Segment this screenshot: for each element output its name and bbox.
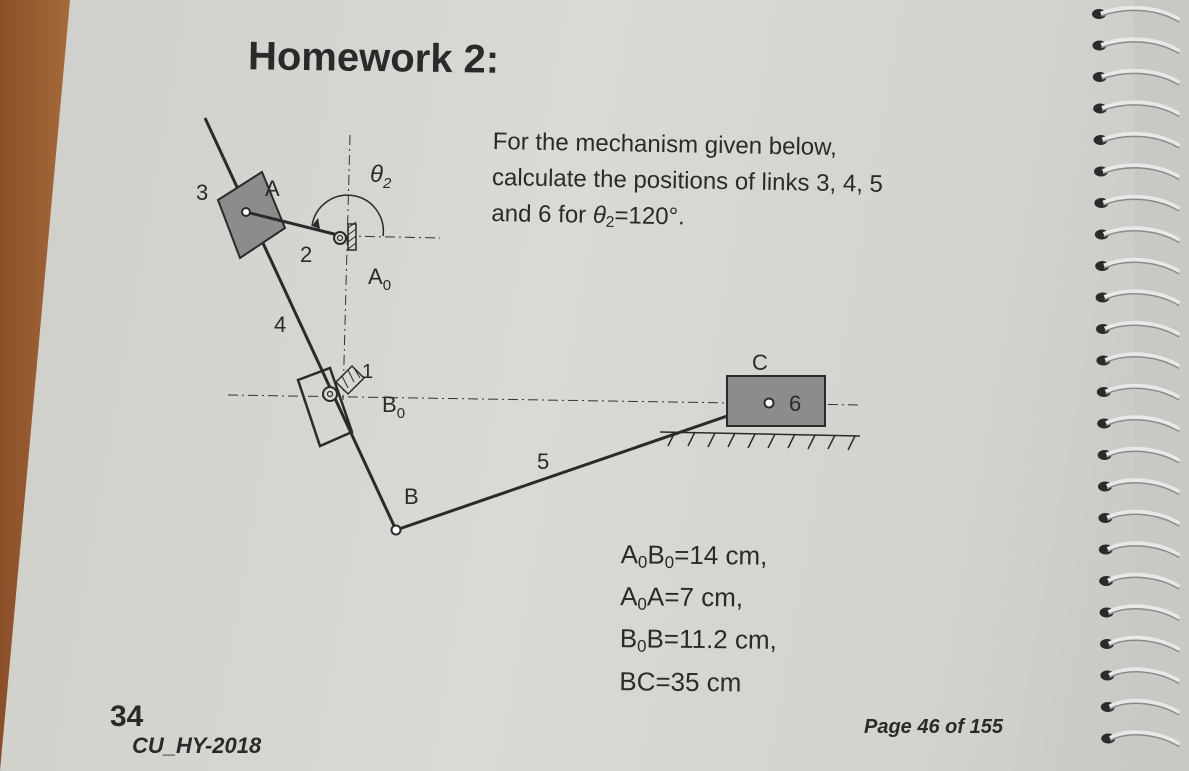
- a0-reference-line: [345, 236, 440, 238]
- dimension-a0b0: $A_0B_0=14$ cm,: [620, 539, 768, 572]
- theta-value: =120°.: [614, 202, 686, 231]
- joint-b: [392, 526, 401, 535]
- vertical-centerline: [343, 135, 350, 400]
- joint-b-label: B: [404, 484, 419, 509]
- link-1-label: 1: [362, 361, 374, 383]
- page-title: Homework 2:: [247, 34, 500, 82]
- slider-block-6: [727, 376, 825, 426]
- joint-a-label: A: [265, 176, 280, 201]
- joint-c: [765, 399, 774, 408]
- dimension-b0b: $B_0B=11.2$ cm,: [619, 623, 777, 657]
- link-5-label: 5: [537, 449, 550, 474]
- ground-hatching: [660, 432, 860, 450]
- dimension-bc: BC=35 cm: [619, 665, 742, 698]
- link-4-rod: [205, 118, 396, 530]
- link-2-label: 2: [300, 242, 313, 267]
- joint-a: [242, 208, 250, 216]
- joint-c-label: C: [752, 350, 768, 375]
- dimension-a0a: $A_0A=7$ cm,: [620, 581, 744, 614]
- theta-symbol: θ: [592, 201, 607, 229]
- a0-label: $A_0$: [368, 264, 392, 294]
- spiral-binding: [1079, 0, 1189, 771]
- problem-line-3-prefix: and 6 for: [491, 199, 594, 229]
- page-number: Page 46 of 155: [864, 716, 1003, 738]
- problem-line-1: For the mechanism given below,: [492, 127, 838, 162]
- b0-label: $B_0$: [382, 392, 406, 422]
- chapter-number: 34: [110, 700, 144, 733]
- ground-pivot-a0: [334, 222, 356, 250]
- theta-label: $\theta_2$: [370, 161, 392, 192]
- link-6-label: 6: [789, 391, 802, 416]
- dimensions-list: [619, 537, 778, 699]
- course-code: CU_HY-2018: [132, 733, 262, 758]
- problem-line-2: calculate the positions of links 3, 4, 5: [491, 163, 884, 198]
- theta-subscript: 2: [605, 213, 615, 232]
- link-3-label: 3: [196, 180, 209, 205]
- link-5-coupler: [396, 402, 768, 530]
- link-4-label: 4: [274, 312, 287, 337]
